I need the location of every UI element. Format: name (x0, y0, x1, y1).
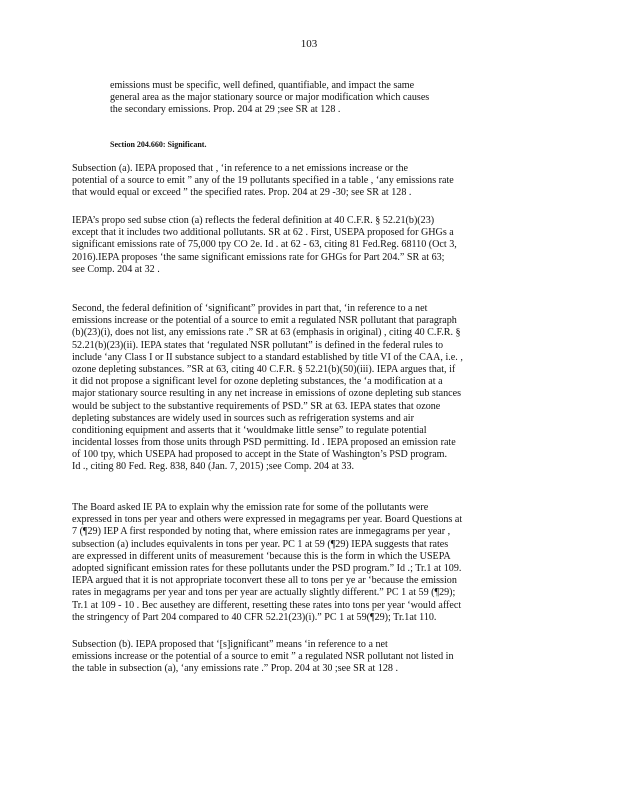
text-line: 7 (¶29) IEP A first responded by noting that, where emission rates are inmegagrams per year , (72, 526, 451, 538)
text-line: (b)(23)(i), does not list, any emissions rate .” SR at 63 (emphasis in original) , citing 40 C.F.R. § (72, 327, 461, 339)
text-line: Subsection (a). IEPA proposed that , ‘in reference to a net emissions increase or the (72, 163, 408, 174)
text-line: 52.21(b)(23)(ii). IEPA states that ‘regulated NSR pollutant” is defined in the federal rules to (72, 339, 444, 351)
text-line: would be subject to the substantive requirements of PSD.” SR at 63. IEPA states that ozone (72, 400, 441, 412)
text-line: Tr.1 at 109 - 10 . Bec ausethey are different, resetting these rates into tons per year ‘would affect (72, 599, 462, 611)
text-line: incidental losses from those units through PSD permitting. Id . IEPA proposed an emission rate (72, 437, 456, 449)
text-line: depleting substances are widely used in sources such as refrigeration systems and air (72, 412, 414, 424)
text-line: adopted significant emission rates for these pollutants under the PSD program.” Id .; Tr.1 at 109. (72, 562, 462, 574)
text-line: rates in megagrams per year and tons per year are actually slightly different.” PC 1 at 59 (¶29); (72, 587, 456, 599)
text-line: IEPA’s propo sed subse ction (a) reflects the federal definition at 40 C.F.R. § 52.21(b)(23) (72, 215, 435, 226)
text-line: emissions increase or the potential of a source to emit ” a regulated NSR pollutant not listed in (72, 651, 454, 663)
text-line: emissions increase or the potential of a source to emit a regulated NSR pollutant that paragraph (72, 315, 457, 327)
text-line: it did not propose a significant level for ozone depleting substances, the ‘a modification at a (72, 376, 443, 388)
paragraph-subsection-a (72, 163, 538, 200)
section-heading: Section 204.660: Significant. (110, 140, 207, 149)
text-line: conditioning equipment and asserts that it ‘wouldmake little sense” to regulate potential (72, 424, 427, 436)
text-line: expressed in tons per year and others were expressed in megagrams per year. Board Questions at (72, 514, 463, 526)
text-line: include ‘any Class I or II substance subject to a standard established by title VI of the CAA, i.e. , (72, 351, 463, 363)
text-line: IEPA argued that it is not appropriate toconvert these all to tons per ye ar ‘because the emission (72, 575, 457, 587)
text-line: potential of a source to emit ” any of the 19 pollutants specified in a table , ‘any emissions rate (72, 175, 454, 187)
paragraph-secondary-emissions (110, 80, 540, 117)
text-line: subsection (a) includes equivalents in tons per year. PC 1 at 59 (¶29) IEPA suggests that rates (72, 538, 449, 550)
text-line: Second, the federal definition of ‘significant” provides in part that, ‘in reference to a net (72, 303, 428, 314)
page-number: 103 (300, 38, 318, 50)
text-line: The Board asked IE PA to explain why the emission rate for some of the pollutants were (72, 502, 429, 513)
paragraph-federal-definition (72, 303, 538, 474)
paragraph-board-question (72, 502, 538, 624)
text-line: 2016).IEPA proposes ‘the same significant emissions rate for GHGs for Part 204.” SR at 63; (72, 251, 445, 263)
text-line: the secondary emissions. Prop. 204 at 29 ;see SR at 128 . (110, 104, 341, 116)
text-line: emissions must be specific, well defined, quantifiable, and impact the same (110, 80, 415, 91)
text-line: see Comp. 204 at 32 . (72, 263, 160, 275)
text-line: that would equal or exceed ” the specified rates. Prop. 204 at 29 -30; see SR at 128 . (72, 187, 412, 199)
paragraph-subsection-b (72, 639, 538, 676)
text-line: are expressed in different units of measurement ‘because this is the form in which the USEPA (72, 550, 451, 562)
paragraph-iepa-subsection (72, 215, 538, 276)
text-line: of 100 tpy, which USEPA had proposed to accept in the State of Washington’s PSD program. (72, 449, 448, 461)
text-line: Id ., citing 80 Fed. Reg. 838, 840 (Jan. 7, 2015) ;see Comp. 204 at 33. (72, 461, 355, 473)
text-line: the table in subsection (a), ‘any emissions rate .” Prop. 204 at 30 ;see SR at 128 . (72, 663, 399, 675)
text-line: except that it includes two additional pollutants. SR at 62 . First, USEPA proposed for GHGs a (72, 227, 454, 239)
text-line: the stringency of Part 204 compared to 40 CFR 52.21(23)(i).” PC 1 at 59(¶29); Tr.1at 110. (72, 611, 437, 623)
text-line: major stationary source resulting in any net increase in emissions of ozone depleting sub stances (72, 388, 462, 400)
text-line: general area as the major stationary source or major modification which causes (110, 92, 430, 104)
text-line: ozone depleting substances. ”SR at 63, citing 40 C.F.R. § 52.21(b)(50)(iii). IEPA argues that, if (72, 363, 456, 375)
text-line: Subsection (b). IEPA proposed that ‘[s]ignificant” means ‘in reference to a net (72, 639, 388, 650)
text-line: significant emissions rate of 75,000 tpy CO 2e. Id . at 62 - 63, citing 81 Fed.Reg. 68110 (Oct 3, (72, 239, 457, 251)
